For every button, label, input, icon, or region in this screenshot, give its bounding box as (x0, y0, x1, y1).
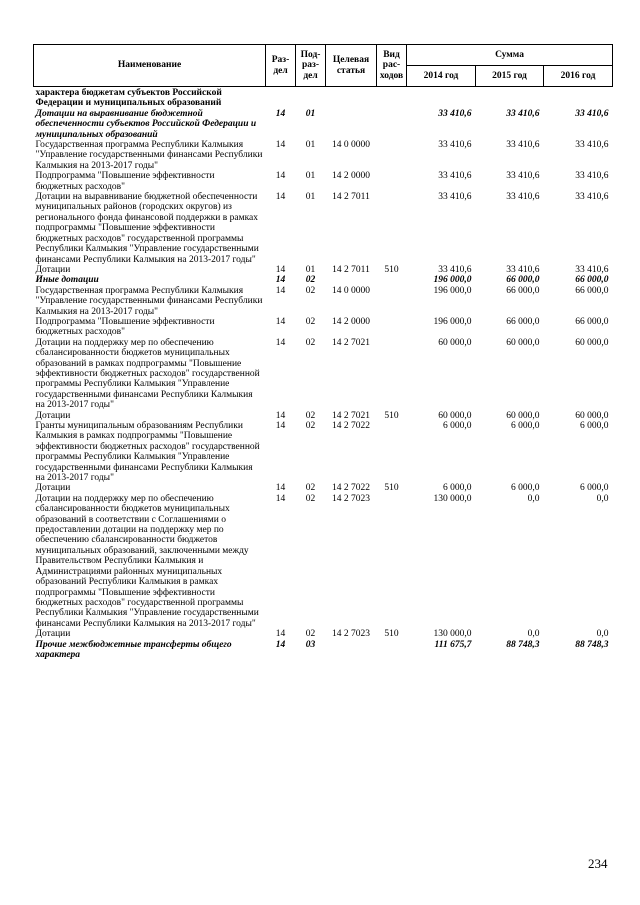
row-podrazdel: 03 (305, 639, 316, 650)
row-sum-2014: 130 000,0 (433, 629, 472, 640)
row-sum-2015: 66 000,0 (506, 285, 540, 296)
row-razdel: 14 (275, 639, 286, 650)
table-row (34, 338, 613, 411)
row-podrazdel: 01 (305, 171, 316, 182)
row-podrazdel: 02 (305, 421, 316, 431)
table-row (34, 109, 613, 140)
row-sum-2015: 0,0 (527, 493, 540, 504)
row-expense-type (377, 109, 407, 140)
row-target-article (326, 640, 377, 661)
row-razdel: 14 (275, 337, 286, 348)
row-target-article: 14 0 0000 (332, 285, 370, 296)
row-sum-2015: 33 410,6 (506, 192, 540, 203)
row-target-article: 14 2 0000 (332, 316, 370, 327)
row-sum-2014: 130 000,0 (433, 493, 472, 504)
row-name: Дотации (35, 483, 71, 494)
row-target-article: 14 2 7023 (332, 493, 370, 504)
row-podrazdel: 02 (305, 483, 316, 494)
row-expense-type (377, 192, 407, 265)
table-row (34, 317, 613, 338)
row-expense-type: 510 (384, 410, 399, 421)
row-sum-2014: 196 000,0 (433, 316, 472, 327)
row-expense-type (377, 494, 407, 629)
row-sum-2015: 33 410,6 (506, 108, 540, 119)
row-sum-2014 (407, 87, 476, 109)
row-name: характера бюджетам субъектов Российской Федерации и муниципальных образований (35, 88, 222, 109)
row-razdel: 14 (275, 108, 286, 119)
header-podrazdel: Под- раз- дел (296, 45, 326, 87)
table-row (34, 87, 613, 109)
row-podrazdel (296, 87, 326, 109)
row-podrazdel: 02 (305, 493, 316, 504)
row-expense-type (377, 140, 407, 171)
row-sum-2015: 6 000,0 (511, 421, 540, 431)
row-name: Прочие межбюджетные трансферты общего характера (35, 639, 232, 660)
row-expense-type (377, 171, 407, 192)
row-podrazdel: 01 (305, 192, 316, 203)
row-podrazdel: 02 (305, 316, 316, 327)
row-podrazdel: 02 (305, 629, 316, 640)
row-sum-2016: 0,0 (596, 629, 609, 640)
row-sum-2016: 66 000,0 (575, 316, 609, 327)
row-sum-2015: 33 410,6 (506, 171, 540, 182)
row-razdel: 14 (275, 421, 286, 431)
table-row (34, 411, 613, 421)
table-body (34, 87, 613, 661)
row-name: Подпрограмма "Повышение эффективности бюджетных расходов" (35, 316, 215, 338)
budget-table (33, 44, 613, 660)
row-sum-2015: 60 000,0 (506, 410, 540, 421)
table-row (34, 265, 613, 275)
header-sum: Сумма (407, 45, 613, 66)
row-podrazdel: 02 (305, 410, 316, 421)
row-sum-2014: 6 000,0 (443, 483, 472, 494)
row-sum-2016: 33 410,6 (575, 108, 609, 119)
row-sum-2015: 66 000,0 (506, 275, 540, 286)
row-sum-2016 (544, 87, 613, 109)
row-razdel: 14 (275, 192, 286, 203)
row-expense-type (377, 338, 407, 411)
row-razdel: 14 (275, 316, 286, 327)
row-expense-type: 510 (384, 264, 399, 275)
row-sum-2016: 33 410,6 (575, 192, 609, 203)
table-row (34, 640, 613, 661)
table-row (34, 275, 613, 285)
row-name: Дотации (35, 410, 71, 421)
header-year-2015: 2015 год (476, 66, 544, 87)
table-row (34, 286, 613, 317)
row-podrazdel: 01 (305, 140, 316, 151)
row-target-article: 14 2 7021 (332, 410, 370, 421)
row-name: Дотации (35, 629, 71, 640)
row-sum-2014: 33 410,6 (438, 140, 472, 151)
row-razdel: 14 (275, 493, 286, 504)
row-name: Подпрограмма "Повышение эффективности бюджетных расходов" (35, 171, 215, 192)
row-target-article (326, 275, 377, 285)
row-razdel: 14 (275, 483, 286, 494)
row-sum-2015: 33 410,6 (506, 264, 540, 275)
row-target-article: 14 2 0000 (332, 171, 370, 182)
row-sum-2016: 88 748,3 (575, 639, 609, 650)
row-sum-2014: 33 410,6 (438, 171, 472, 182)
row-expense-type (377, 421, 407, 483)
row-target-article: 14 0 0000 (332, 140, 370, 151)
row-razdel: 14 (275, 285, 286, 296)
table-header (34, 45, 613, 87)
row-name: Дотации на поддержку мер по обеспечению сбалансированности бюджетов муниципальных образований в соответствии с Соглашениями о предоставлении дотации на поддержку мер по обеспечению сбалансированности бюджетов муниципальных образований, заключенными между Правительством Республики Калмыкия и Администрациями районных муниципальных образований Республики Калмыкия в рамках подпрограммы "Повышение эффективности бюджетных расходов" государственной программы Республики Калмыкия "Управление государственными финансами Республики Калмыкия на 2013-2017 годы" (35, 493, 259, 629)
header-name: Наименование (34, 45, 266, 87)
row-name: Дотации на поддержку мер по обеспечению сбалансированности бюджетов муниципальных образований в рамках подпрограммы "Повышение эффективности бюджетных расходов" государственной программы Республики Калмыкия "Управление государственными финансами Республики Калмыкия на 2013-2017 годы" (35, 337, 260, 411)
row-expense-type (377, 286, 407, 317)
row-sum-2015: 66 000,0 (506, 316, 540, 327)
page-number: 234 (588, 856, 608, 871)
row-sum-2014: 60 000,0 (438, 337, 472, 348)
row-name: Иные дотации (35, 275, 99, 286)
row-sum-2016: 6 000,0 (580, 421, 609, 431)
row-razdel: 14 (275, 264, 286, 275)
row-sum-2016: 33 410,6 (575, 171, 609, 182)
row-target-article: 14 2 7011 (332, 264, 370, 275)
row-name: Дотации (35, 264, 71, 275)
row-sum-2016: 66 000,0 (575, 285, 609, 296)
header-year-2014: 2014 год (407, 66, 476, 87)
row-sum-2015: 0,0 (527, 629, 540, 640)
row-sum-2014: 111 675,7 (434, 639, 472, 650)
header-razdel: Раз- дел (266, 45, 296, 87)
row-sum-2016: 60 000,0 (575, 410, 609, 421)
row-podrazdel: 02 (305, 285, 316, 296)
row-expense-type: 510 (384, 483, 399, 494)
row-target-article: 14 2 7011 (332, 192, 370, 203)
row-sum-2015 (476, 87, 544, 109)
row-target-article: 14 2 7021 (332, 337, 370, 348)
row-sum-2014: 33 410,6 (438, 108, 472, 119)
row-sum-2014: 6 000,0 (443, 421, 472, 431)
row-sum-2015: 6 000,0 (511, 483, 540, 494)
table-row (34, 629, 613, 639)
row-sum-2016: 66 000,0 (575, 275, 609, 286)
row-sum-2014: 33 410,6 (438, 192, 472, 203)
table-row (34, 192, 613, 265)
row-expense-type (377, 317, 407, 338)
row-sum-2016: 60 000,0 (575, 337, 609, 348)
header-expense-type: Вид рас- ходов (377, 45, 407, 87)
row-target-article (326, 87, 377, 109)
row-podrazdel: 02 (305, 275, 316, 286)
row-target-article: 14 2 7022 (332, 421, 370, 431)
row-podrazdel: 01 (305, 264, 316, 275)
row-expense-type (377, 640, 407, 661)
row-razdel: 14 (275, 629, 286, 640)
table-row (34, 421, 613, 483)
header-year-2016: 2016 год (544, 66, 613, 87)
row-name: Гранты муниципальным образованиям Республики Калмыкия в рамках подпрограммы "Повышение эффективности бюджетных расходов" государственной программы Республики Калмыкия "Управление государственными финансами Республики Калмыкия на 2013-2017 годы" (35, 421, 260, 484)
row-expense-type (377, 275, 407, 285)
row-sum-2016: 33 410,6 (575, 264, 609, 275)
table-row (34, 171, 613, 192)
row-sum-2015: 88 748,3 (506, 639, 540, 650)
header-target-article: Целевая статья (326, 45, 377, 87)
table-row (34, 494, 613, 629)
row-razdel: 14 (275, 140, 286, 151)
row-target-article: 14 2 7023 (332, 629, 370, 640)
row-sum-2014: 196 000,0 (433, 275, 472, 286)
row-razdel (266, 87, 296, 109)
row-sum-2014: 196 000,0 (433, 285, 472, 296)
row-sum-2014: 33 410,6 (438, 264, 472, 275)
row-podrazdel: 01 (305, 108, 316, 119)
row-razdel: 14 (275, 275, 286, 286)
row-name: Государственная программа Республики Калмыкия "Управление государственными финансами Республики Калмыкия на 2013-2017 годы" (35, 140, 263, 171)
table-row (34, 140, 613, 171)
row-sum-2015: 60 000,0 (506, 337, 540, 348)
row-sum-2016: 33 410,6 (575, 140, 609, 151)
row-sum-2016: 6 000,0 (580, 483, 609, 494)
row-name: Государственная программа Республики Калмыкия "Управление государственными финансами Республики Калмыкия на 2013-2017 годы" (35, 285, 263, 317)
row-target-article (326, 109, 377, 140)
row-expense-type (377, 87, 407, 109)
row-razdel: 14 (275, 410, 286, 421)
row-sum-2014: 60 000,0 (438, 410, 472, 421)
row-name: Дотации на выравнивание бюджетной обеспеченности муниципальных районов (городских округов) из регионального фонда финансовой поддержки в рамках подпрограммы "Повышение эффективности бюджетных расходов" государственной программы Республики Калмыкия "Управление государственными финансами Республики Калмыкия на 2013-2017 годы" (35, 192, 259, 265)
row-target-article: 14 2 7022 (332, 483, 370, 494)
row-name: Дотации на выравнивание бюджетной обеспеченности субъектов Российской Федерации и муниципальных образований (35, 108, 257, 140)
row-sum-2016: 0,0 (596, 493, 609, 504)
table-row (34, 483, 613, 493)
row-podrazdel: 02 (305, 337, 316, 348)
row-razdel: 14 (275, 171, 286, 182)
row-expense-type: 510 (384, 629, 399, 640)
row-sum-2015: 33 410,6 (506, 140, 540, 151)
